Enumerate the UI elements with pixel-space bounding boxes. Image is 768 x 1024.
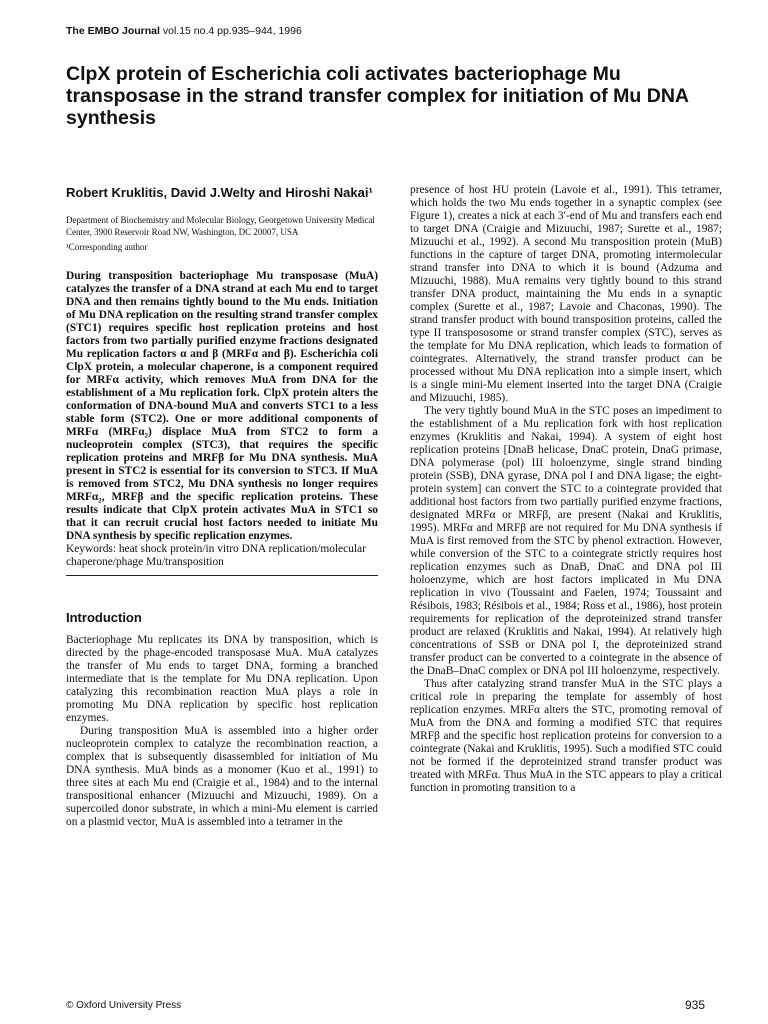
right-column bbox=[410, 184, 722, 795]
keywords: Keywords: heat shock protein/in vitro DNA replication/molecular chaperone/phage Mu/transposition bbox=[66, 543, 366, 568]
left-column bbox=[66, 184, 378, 829]
journal-header bbox=[66, 25, 302, 37]
abstract-divider bbox=[66, 575, 378, 576]
author-list: Robert Kruklitis, David J.Welty and Hiroshi Nakai¹ bbox=[66, 185, 373, 200]
body-paragraph: presence of host HU protein (Lavoie et al., 1991). This tetramer, which holds the two Mu ends together in a synaptic complex (see Figure 1), creates a nick at each 3′-end of Mu and transfers each end to target DNA (Craigie and Mizuuchi, 1987; Surette et al., 1987; Mizuuchi et al., 1992). A second Mu transposition protein (MuB) functions in the capture of target DNA, promoting intermolecular strand transfer into DNA to which it is bound (Adzuma and Mizuuchi, 1988). MuA remains very tightly bound to this strand transfer DNA product, maintaining the Mu ends in a synaptic complex (Surette et al., 1987; Lavoie and Chaconas, 1990). The strand transfer product with bound transposition proteins, called the type II transpososome or strand transfer complex (STC), serves as the template for Mu DNA replication, which leads to formation of cointegrates. Alternatively, the strand transfer product can be processed without Mu DNA replication into a simple insert, which is a single mini-Mu element inserted into the target DNA (Craigie and Mizuuchi, 1985). bbox=[410, 184, 722, 404]
section-heading-introduction: Introduction bbox=[66, 610, 142, 625]
abstract: During transposition bacteriophage Mu transposase (MuA) catalyzes the transfer of a DNA strand at each Mu end to target DNA and then remains tightly bound to the Mu ends. Initiation of Mu DNA replication on the resulting strand transfer complex (STC1) requires specific host replication proteins and host factors from two partially purified enzyme fractions designated Mu replication factors α and β (MRFα and β). Escherichia coli ClpX protein, a molecular chaperone, is a component required for MRFα activity, which removes MuA from DNA for the establishment of a Mu replication fork. ClpX protein alters the conformation of DNA-bound MuA and converts STC1 to a less stable form (STC2). One or more additional components of MRFα (MRFα₂) displace MuA from STC2 to form a nucleoprotein complex (STC3), that requires the specific replication proteins and MRFβ for Mu DNA synthesis. MuA present in STC2 is essential for its conversion to STC3. If MuA is removed from STC2, Mu DNA synthesis no longer requires MRFα₂, MRFβ and the specific replication proteins. These results indicate that ClpX protein activates MuA in STC1 so that it can recruit crucial host factors needed to initiate Mu DNA synthesis by specific replication enzymes. bbox=[66, 270, 378, 542]
journal-volume-pages: vol.15 no.4 pp.935–944, 1996 bbox=[159, 25, 302, 37]
intro-paragraph: Bacteriophage Mu replicates its DNA by transposition, which is directed by the phage-encoded transposase MuA. MuA catalyzes the transfer of Mu ends to target DNA, forming a branched intermediate that is the template for Mu DNA replication. Upon catalyzing this recombination reaction MuA plays a role in promoting Mu DNA replication by specific host replication enzymes. bbox=[66, 634, 378, 724]
journal-name: The EMBO Journal bbox=[66, 25, 160, 37]
introduction-body bbox=[66, 634, 378, 829]
copyright-footer: © Oxford University Press bbox=[66, 1000, 182, 1011]
article-title: ClpX protein of Escherichia coli activates bacteriophage Mu transposase in the strand transfer complex for initiation of Mu DNA synthesis bbox=[66, 63, 689, 129]
author-affiliation: Department of Biochemistry and Molecular Biology, Georgetown University Medical Center, 3900 Reservoir Road NW, Washington, DC 20007, USA bbox=[66, 215, 375, 237]
body-paragraph: The very tightly bound MuA in the STC poses an impediment to the establishment of a Mu replication fork with host replication enzymes (Kruklitis and Nakai, 1994). A system of eight host replication proteins [DnaB helicase, DnaC protein, DnaG primase, DNA polymerase (pol) III holoenzyme, single strand binding protein (SSB), DNA gyrase, DNA pol I and DNA ligase; the eight-protein system] can convert the STC to a cointegrate provided that additional host factors from two partially purified enzyme fractions, designated MRFα or MRFβ, are present (Nakai and Kruklitis, 1995). MRFα and MRFβ are not required for Mu DNA synthesis if MuA is first removed from the STC by phenol extraction. However, while conversion of the STC to a cointegrate strictly requires host replication enzymes such as DnaB, DnaC and DNA pol III holoenzyme, which are host factors implicated in Mu DNA replication in vivo (Toussaint and Faelen, 1974; Toussaint and Résibois, 1983; Résibois et al., 1984; Ross et al., 1986), host protein requirements for replication of the deproteinized strand transfer product are relaxed (Kruklitis and Nakai, 1994). At relatively high concentrations of SSB or DNA pol I, the deproteinized strand transfer product can be converted to a cointegrate in the absence of the DnaB–DnaC complex or DNA pol III holoenzyme, respectively. bbox=[410, 405, 722, 677]
corresponding-author-note: ¹Corresponding author bbox=[66, 242, 148, 252]
page-number: 935 bbox=[684, 998, 705, 1012]
body-paragraph: Thus after catalyzing strand transfer MuA in the STC plays a critical role in preparing the template for assembly of host replication enzymes. MRFα alters the STC, promoting removal of MuA from the DNA and forming a modified STC that requires MRFβ and the specific host replication proteins for conversion to a cointegrate (Nakai and Kruklitis, 1995). Such a modified STC could not be formed if the deproteinized strand transfer product was treated with MRFα. Thus MuA in the STC appears to play a critical function in promoting transition to a bbox=[410, 678, 722, 794]
intro-paragraph: During transposition MuA is assembled into a higher order nucleoprotein complex to catalyze the recombination reaction, a complex that is subsequently disassembled for initiation of Mu DNA synthesis. MuA binds as a monomer (Kuo et al., 1991) to three sites at each Mu end (Craigie et al., 1984) and to the internal transpositional enhancer (Mizuuchi and Mizuuchi, 1989). On a supercoiled donor substrate, in which a mini-Mu element is carried on a plasmid vector, MuA is assembled into a tetramer in the bbox=[66, 725, 378, 828]
